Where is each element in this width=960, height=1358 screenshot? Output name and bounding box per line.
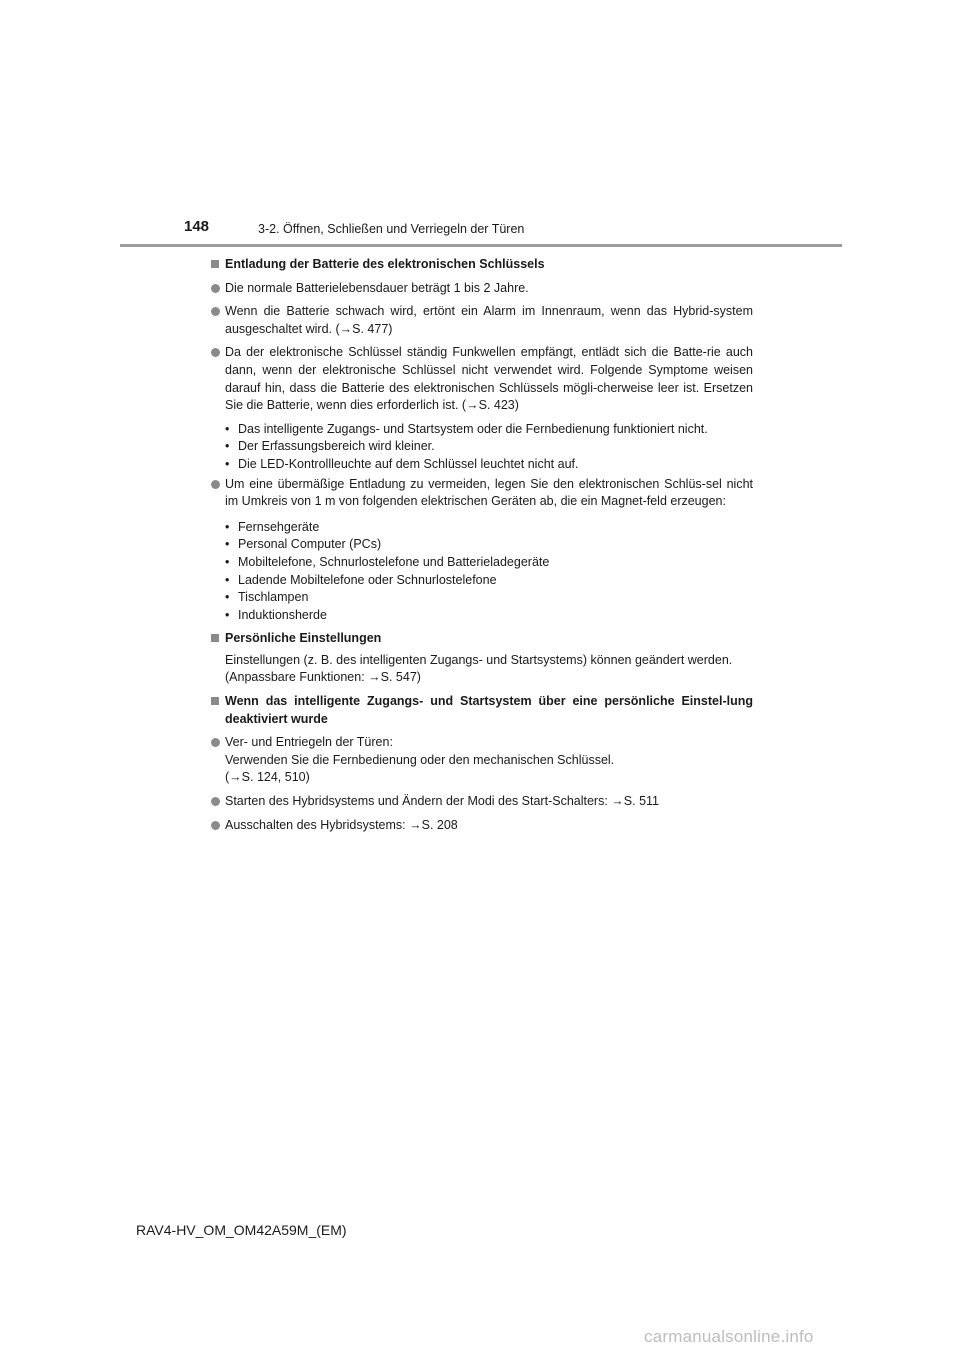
circle-bullet-icon bbox=[211, 284, 220, 293]
list-item bbox=[211, 817, 753, 835]
device-item bbox=[225, 572, 753, 590]
symptom-list bbox=[211, 421, 753, 474]
list-item-text: Wenn die Batterie schwach wird, ertönt ein Alarm im Innenraum, wenn das Hybrid-system ausgeschaltet wird. (→S. 477) bbox=[225, 304, 753, 336]
dot-marker-icon: • bbox=[225, 537, 230, 552]
circle-bullet-icon bbox=[211, 348, 220, 357]
symptom-text: Die LED-Kontrollleuchte auf dem Schlüssel leuchtet nicht auf. bbox=[238, 456, 579, 471]
paragraph-reference: (Anpassbare Funktionen: →S. 547) bbox=[225, 670, 421, 685]
chapter-title: 3-2. Öffnen, Schließen und Verriegeln der Türen bbox=[258, 222, 525, 236]
device-text: Ladende Mobiltelefone oder Schnurlostelefone bbox=[238, 572, 497, 587]
circle-bullet-icon bbox=[211, 797, 220, 806]
page-content bbox=[211, 256, 753, 834]
dot-marker-icon: • bbox=[225, 554, 230, 569]
dot-marker-icon: • bbox=[225, 456, 230, 471]
header-divider bbox=[120, 244, 842, 247]
device-text: Tischlampen bbox=[238, 590, 309, 605]
symptom-text: Der Erfassungsbereich wird kleiner. bbox=[238, 439, 435, 454]
symptom-item bbox=[225, 438, 753, 456]
paragraph-text: Einstellungen (z. B. des intelligenten Zugangs- und Startsystems) können geändert werden. bbox=[225, 652, 733, 667]
list-item bbox=[211, 344, 753, 414]
section-heading-deactivated-system bbox=[211, 693, 753, 728]
dot-marker-icon: • bbox=[225, 439, 230, 454]
symptom-text: Das intelligente Zugangs- und Startsystem oder die Fernbedienung funktioniert nicht. bbox=[238, 421, 708, 436]
list-item-text: Verwenden Sie die Fernbedienung oder den mechanischen Schlüssel. bbox=[225, 752, 615, 767]
list-item-text: Um eine übermäßige Entladung zu vermeiden, legen Sie den elektronischen Schlüs-sel nicht im Umkreis von 1 m von folgenden elektrischen Geräten ab, die ein Magnet-feld erzeugen: bbox=[225, 476, 753, 509]
list-item-text: Die normale Batterielebensdauer beträgt 1 bis 2 Jahre. bbox=[225, 280, 529, 295]
section-heading-text: Entladung der Batterie des elektronischen Schlüssels bbox=[225, 257, 545, 271]
symptom-item bbox=[225, 456, 753, 474]
circle-bullet-icon bbox=[211, 480, 220, 489]
dot-marker-icon: • bbox=[225, 519, 230, 534]
list-item bbox=[211, 280, 753, 298]
circle-bullet-icon bbox=[211, 821, 220, 830]
list-item bbox=[211, 793, 753, 811]
watermark: carmanualsonline.info bbox=[644, 1327, 814, 1346]
device-item bbox=[225, 589, 753, 607]
square-bullet-icon bbox=[211, 260, 219, 268]
section-heading-text: Wenn das intelligente Zugangs- und Startsystem über eine persönliche Einstel-lung deaktiviert wurde bbox=[225, 694, 753, 726]
device-item bbox=[225, 519, 753, 537]
device-text: Induktionsherde bbox=[238, 607, 327, 622]
device-item bbox=[225, 607, 753, 625]
device-text: Fernsehgeräte bbox=[238, 519, 320, 534]
page-number: 148 bbox=[184, 218, 210, 235]
symptom-item bbox=[225, 421, 753, 439]
section-heading-battery-discharge bbox=[211, 256, 753, 274]
section-heading-personal-settings bbox=[211, 630, 753, 648]
list-item-text: Ausschalten des Hybridsystems: →S. 208 bbox=[225, 817, 458, 832]
dot-marker-icon: • bbox=[225, 590, 230, 605]
list-item bbox=[211, 734, 753, 787]
list-item-reference: (→S. 124, 510) bbox=[225, 770, 310, 785]
list-item-text: Da der elektronische Schlüssel ständig Funkwellen empfängt, entlädt sich die Batte-rie auch dann, wenn der elektronische Schlüssel nicht verwendet wird. Folgende Symptome weisen darauf hin, dass die Batterie des elektronischen Schlüssels mögli-cherweise leer ist. Ersetzen Sie die Batterie, wenn dies erforderlich ist. (→S. 423) bbox=[225, 345, 753, 413]
device-item bbox=[225, 554, 753, 572]
paragraph bbox=[211, 652, 753, 687]
list-item-text: Ver- und Entriegeln der Türen: bbox=[225, 735, 393, 750]
list-item-text: Starten des Hybridsystems und Ändern der Modi des Start-Schalters: →S. 511 bbox=[225, 794, 659, 809]
list-item bbox=[211, 476, 753, 511]
device-list bbox=[211, 519, 753, 625]
document-code: RAV4-HV_OM_OM42A59M_(EM) bbox=[136, 1222, 347, 1238]
device-text: Mobiltelefone, Schnurlostelefone und Batterieladegeräte bbox=[238, 554, 550, 569]
dot-marker-icon: • bbox=[225, 607, 230, 622]
circle-bullet-icon bbox=[211, 307, 220, 316]
dot-marker-icon: • bbox=[225, 421, 230, 436]
square-bullet-icon bbox=[211, 634, 219, 642]
section-heading-text: Persönliche Einstellungen bbox=[225, 631, 382, 646]
dot-marker-icon: • bbox=[225, 572, 230, 587]
device-item bbox=[225, 536, 753, 554]
circle-bullet-icon bbox=[211, 738, 220, 747]
list-item bbox=[211, 303, 753, 338]
square-bullet-icon bbox=[211, 697, 219, 705]
device-text: Personal Computer (PCs) bbox=[238, 537, 382, 552]
